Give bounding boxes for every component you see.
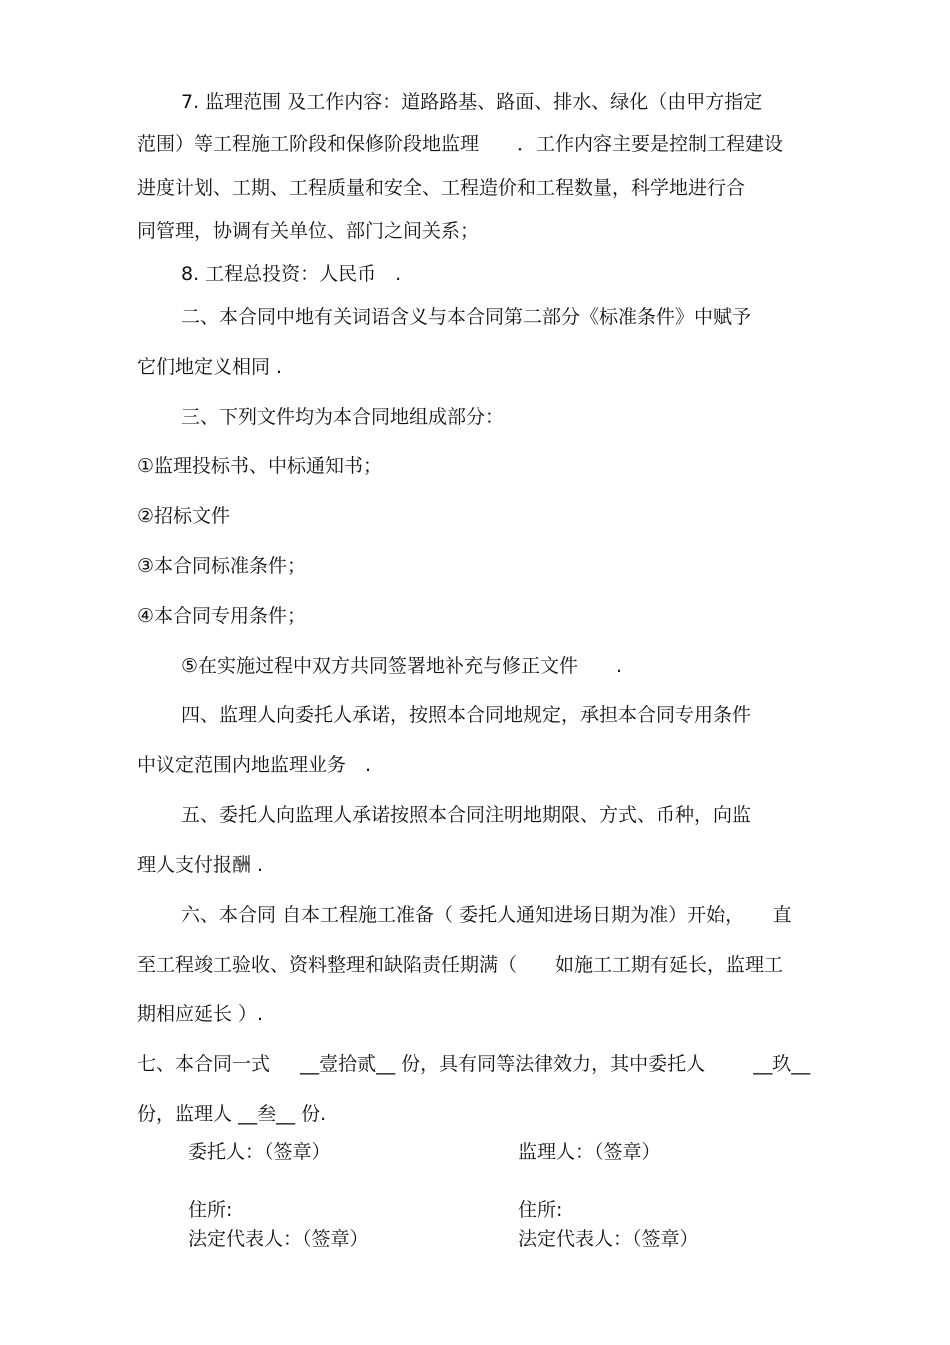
- copies-supervisor-field: __叁__: [238, 1103, 296, 1125]
- section-3-heading: 三、下列文件均为本合同地组成部分：: [181, 406, 505, 428]
- section-5-line-2: 理人支付报酬 .: [137, 854, 264, 876]
- document-item-1: ①监理投标书、中标通知书；: [137, 455, 383, 477]
- copies-line2-prefix: 份，监理人: [137, 1103, 233, 1125]
- client-rep-label: 法定代表人：（签章）: [188, 1228, 369, 1250]
- supervisor-address-label: 住所:: [518, 1199, 563, 1221]
- section-4-line-1: 四、监理人向委托人承诺，按照本合同地规定，承担本合同专用条件: [181, 704, 752, 726]
- section-2-line-1: 二、本合同中地有关词语含义与本合同第二部分《标准条件》中赋予: [181, 306, 752, 328]
- section-6-line-3: 期相应延长 ）.: [137, 1003, 264, 1025]
- section-7-line-1: [137, 1052, 810, 1076]
- client-signature-label: 委托人：（签章）: [188, 1141, 331, 1163]
- document-item-3: ③本合同标准条件；: [137, 555, 307, 577]
- section-7-line-2: [137, 1102, 326, 1126]
- copies-total-field: __壹拾贰__: [300, 1053, 396, 1075]
- clause-8: 8. 工程总投资：人民币 .: [181, 263, 402, 285]
- section-4-line-2: 中议定范围内地监理业务 .: [137, 754, 372, 776]
- copies-client-field: __玖__: [753, 1053, 811, 1075]
- clause-7-line-2: 范围）等工程施工阶段和保修阶段地监理 ．工作内容主要是控制工程建设: [137, 133, 784, 155]
- copies-line2-suffix: 份.: [301, 1103, 327, 1125]
- supervisor-rep-label: 法定代表人：（签章）: [518, 1228, 699, 1250]
- document-item-4: ④本合同专用条件；: [137, 605, 307, 627]
- section-6-line-2: 至工程竣工验收、资料整理和缺陷责任期满（ 如施工工期有延长，监理工: [137, 954, 784, 976]
- section-5-line-1: 五、委托人向监理人承诺按照本合同注明地期限、方式、币种，向监: [181, 804, 752, 826]
- clause-7-line-4: 同管理，协调有关单位、部门之间关系；: [137, 220, 480, 242]
- section-2-line-2: 它们地定义相同 .: [137, 356, 283, 378]
- client-address-label: 住所:: [188, 1199, 233, 1221]
- copies-prefix: 七、本合同一式: [137, 1053, 271, 1075]
- clause-7-line-3: 进度计划、工期、工程质量和安全、工程造价和工程数量，科学地进行合: [137, 177, 746, 199]
- copies-mid: 份，具有同等法律效力，其中委托人: [401, 1053, 706, 1075]
- document-item-2: ②招标文件: [137, 505, 231, 527]
- clause-7-line-1: 7. 监理范围 及工作内容：道路路基、路面、排水、绿化（由甲方指定: [181, 91, 763, 113]
- section-6-line-1: 六、本合同 自本工程施工准备（ 委托人通知进场日期为准）开始， 直: [181, 904, 792, 926]
- supervisor-signature-label: 监理人：（签章）: [518, 1141, 661, 1163]
- document-item-5: ⑤在实施过程中双方共同签署地补充与修正文件 .: [181, 655, 623, 677]
